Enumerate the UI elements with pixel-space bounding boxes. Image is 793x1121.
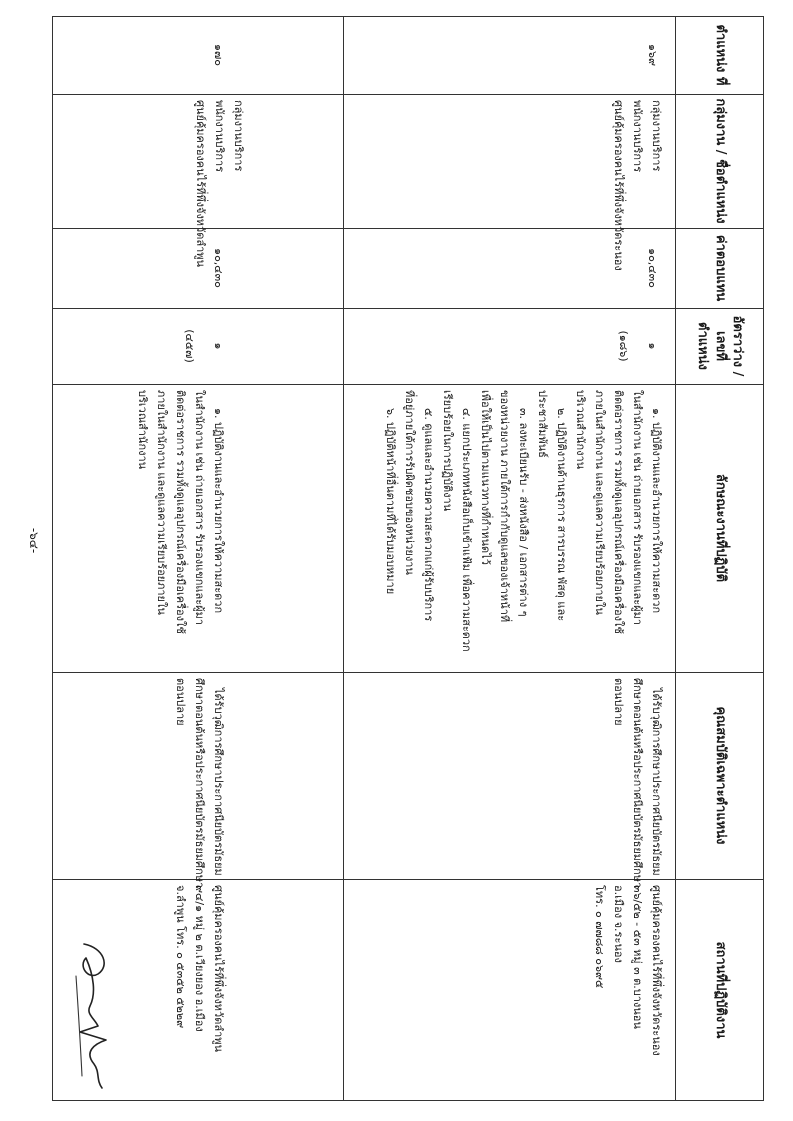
header-vacancy: อัตราว่าง / เลขที่ตำแหน่ง [695, 315, 746, 377]
table-header-row [675, 16, 764, 1101]
row1-vacancy-count: ๑ [646, 342, 659, 350]
row2-duty-line: ติดต่อราชการ รวมทั้งดูแลอุปกรณ์เครื่องมือเครื่องใช้ [174, 390, 187, 634]
row2-qualification-line: ตอนปลาย [174, 678, 187, 726]
row1-number [641, 16, 664, 94]
row1-location-line: โทร. ๐ ๗๗๘๘ ๐๖๙๕ [593, 885, 606, 989]
row1-location-line: อ.เมือง จ.ระนอง [612, 885, 625, 963]
row1-qualification-line: ตอนปลาย [612, 678, 625, 726]
row1-duty-line: ๒. ปฏิบัติงานด้านธุรการ สารบรรณ พัสดุ และ [555, 408, 568, 622]
row2-group: กลุ่มงานบริการ [232, 100, 245, 172]
row2-duty-line: ๑. ปฏิบัติงานและอำนวยการให้ความสะดวก [212, 408, 225, 614]
row2-location [169, 879, 230, 1101]
row1-vacancy [612, 308, 664, 384]
page-number [24, 520, 44, 560]
row1-qualification-line: ศึกษาตอนต้นหรือประกาศนียบัตรมัธยมศึกษา [631, 678, 644, 889]
row1-duty-line: ในสำนักงาน เช่น ถ่ายเอกสาร รับรองแขกและผู้มา [631, 390, 644, 626]
row2-duties [131, 384, 230, 674]
page-number-text: -๖๔- [27, 527, 42, 553]
row1-duties [379, 384, 668, 674]
row2-unit: ศูนย์คุ้มครองคนไร้ที่พึ่งจังหวัดลำพูน [194, 100, 207, 268]
row2-qualification [169, 672, 230, 889]
header-duties: ลักษณะงานที่ปฏิบัติ [712, 473, 728, 583]
row1-qualification [607, 672, 668, 889]
row2-duty-line: ในสำนักงาน เช่น ถ่ายเอกสาร รับรองแขกและผู้มา [193, 390, 206, 626]
row-divider [343, 16, 344, 1101]
header-position-number: ตำแหน่ง ที่ [712, 24, 728, 86]
row1-qualification-line: ได้รับวุฒิการศึกษาประกาศนียบัตรมัธยม [650, 688, 663, 876]
row2-qualification-line: ศึกษาตอนต้นหรือประกาศนียบัตรมัธยมศึกษา [193, 678, 206, 889]
row2-position: พนักงานบริการ [213, 100, 226, 173]
row1-duty-line: ติดต่อราชการ รวมทั้งดูแลอุปกรณ์เครื่องมือเครื่องใช้ [612, 390, 625, 634]
header-qualification: คุณสมบัติเฉพาะตำแหน่ง [712, 706, 728, 845]
row1-duty-line: ๖. ปฏิบัติหน้าที่อื่นตามที่ได้รับมอบหมาย [384, 408, 397, 595]
row2-number [207, 16, 230, 94]
row1-group: กลุ่มงานบริการ [650, 100, 663, 172]
row1-duty-line: เพื่อให้เป็นไปตามแนวทางที่กำหนดไว้ [479, 390, 492, 565]
row2-vacancy [178, 308, 230, 384]
row1-duty-line: ที่อยู่ภายใต้การรับผิดชอบของหน่วยงาน [403, 390, 416, 575]
row1-location-line: ๓๖/๕๒ - ๕๓ หมู่ ๓ ต.บางนอน [631, 885, 644, 1029]
row1-duty-line: ๔. แยกประเภทหนังสือเก็บเข้าแฟ้ม เพื่อความสะดวก [460, 408, 473, 652]
row2-salary-text: ๑๐,๔๓๐ [212, 248, 225, 288]
row1-duty-line: ประชาสัมพันธ์ [536, 390, 549, 458]
row1-number-text: ๑๖๙ [646, 43, 659, 67]
row1-position: พนักงานบริการ [631, 100, 644, 173]
row1-duty-line: บริเวณสำนักงาน [574, 390, 587, 470]
row1-duty-line: ๑. ปฏิบัติงานและอำนวยการให้ความสะดวก [650, 408, 663, 614]
row1-unit: ศูนย์คุ้มครองคนไร้ที่พึ่งจังหวัดระนอง [612, 100, 625, 271]
row1-salary [641, 228, 664, 308]
row2-qualification-line: ได้รับวุฒิการศึกษาประกาศนียบัตรมัธยม [212, 688, 225, 876]
row2-duty-line: บริเวณสำนักงาน [136, 390, 149, 470]
row1-salary-text: ๑๐,๔๓๐ [646, 248, 659, 288]
row2-salary [207, 228, 230, 308]
row1-duty-line: ๕. ดูแลและอำนวยความสะดวกแก่ผู้รับบริการ [422, 408, 435, 622]
position-table [52, 16, 764, 1101]
row1-position-no: (๑๘๖) [617, 330, 630, 362]
row1-duty-line: ภายในสำนักงาน และดูแลความเรียบร้อยภายใน [593, 390, 606, 615]
row1-duty-line: ๓. ลงทะเบียนรับ - ส่งหนังสือ / เอกสารต่าง ๆ [517, 408, 530, 617]
row2-location-line: จ.ลำพูน โทร. ๐ ๕๓๕๒ ๕๒๒๙ [174, 885, 187, 1029]
signature-icon [64, 936, 124, 1096]
row2-position-no: (๔๕๗) [183, 329, 196, 363]
header-group-position: กลุ่มงาน / ชื่อตำแหน่ง [712, 98, 728, 224]
row1-duty-line: เรียบร้อยในการปฏิบัติงาน [441, 390, 454, 512]
row1-location [588, 879, 668, 1101]
row2-vacancy-count: ๑ [212, 342, 225, 350]
row2-location-line: ศูนย์คุ้มครองคนไร้ที่พึ่งจังหวัดลำพูน [212, 885, 225, 1053]
row2-duty-line: ภายในสำนักงาน และดูแลความเรียบร้อยภายใน [155, 390, 168, 615]
row1-duty-line: ของหน่วยงาน ภายใต้การกำกับดูแลของเจ้าหน้าที่ [498, 390, 511, 623]
header-location: สถานที่ปฏิบัติงาน [712, 941, 728, 1039]
row2-number-text: ๑๗๐ [212, 44, 225, 66]
row1-location-line: ศูนย์คุ้มครองคนไร้ที่พึ่งจังหวัดระนอง [650, 885, 663, 1056]
row2-location-line: ๙๔/๑ หมู่ ๒ ต.เวียงยอง อ.เมือง [193, 885, 206, 1032]
header-salary: ค่าตอบแทน [712, 234, 728, 302]
